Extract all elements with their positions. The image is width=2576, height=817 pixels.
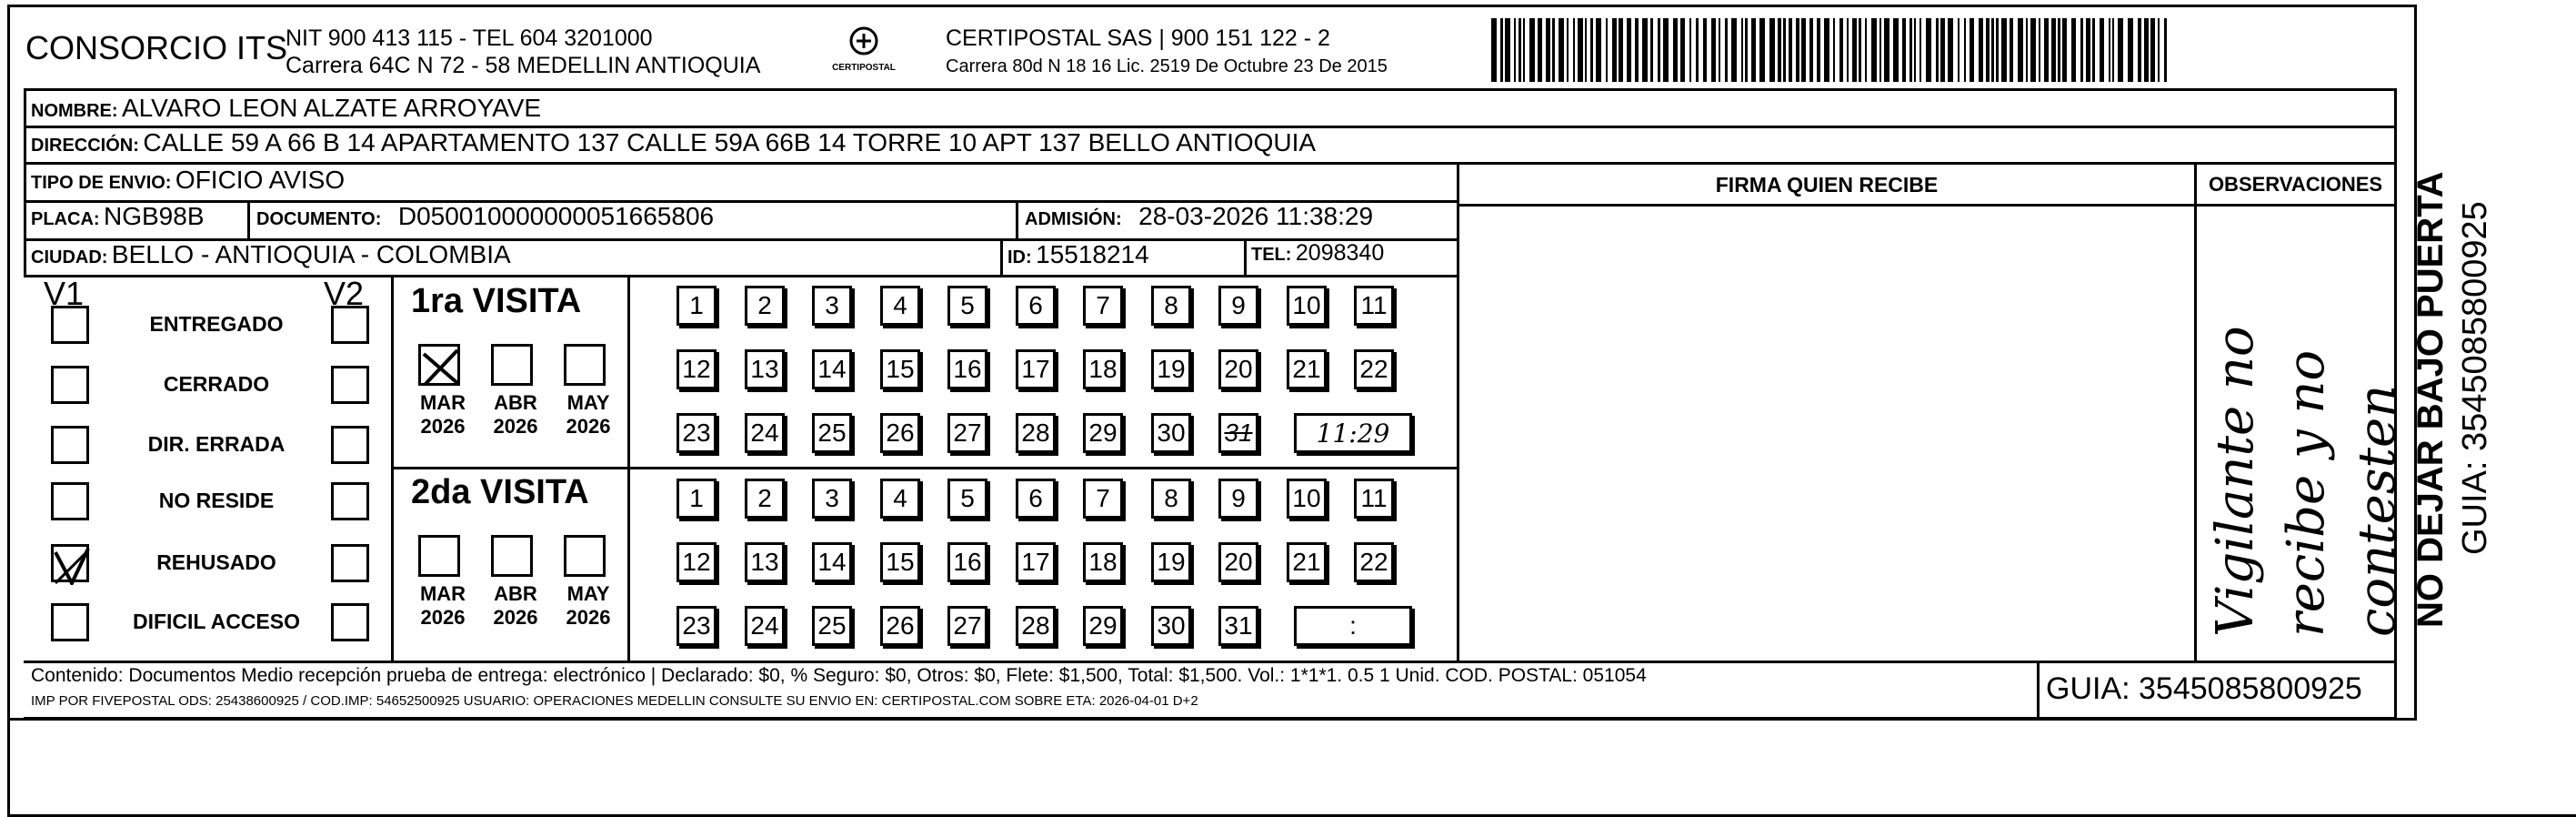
visit1-year-label: 2026 <box>566 415 611 438</box>
visit1-day-31[interactable]: 31 <box>1218 413 1258 453</box>
v2-checkbox[interactable] <box>331 544 369 582</box>
placa-cell: PLACA: NGB98B <box>31 202 205 230</box>
visit2-day-3[interactable]: 3 <box>812 479 852 519</box>
observaciones-handwritten: Vigilante no recibe y no contesten <box>2206 326 2407 637</box>
visit2-day-28[interactable]: 28 <box>1016 606 1056 646</box>
visit1-day-17[interactable]: 17 <box>1016 349 1056 389</box>
time-box[interactable]: : <box>1294 606 1412 646</box>
status-label: NO RESIDE <box>158 489 275 512</box>
footer-guia: GUIA: 3545085800925 <box>2046 671 2362 706</box>
visit2-year-label: 2026 <box>493 606 538 629</box>
v2-checkbox[interactable] <box>331 306 369 344</box>
visit1-day-5[interactable]: 5 <box>947 286 987 326</box>
side-guia: GUIA: 3545085800925 <box>2456 201 2494 555</box>
status-label: DIFICIL ACCESO <box>132 610 300 633</box>
visit2-month-label: MAR <box>419 582 466 605</box>
visit2-day-24[interactable]: 24 <box>745 606 785 646</box>
v1-checkbox[interactable] <box>51 544 89 582</box>
visit1-year-label: 2026 <box>493 415 538 438</box>
visit1-month-label: MAR <box>419 391 466 414</box>
visit2-day-17[interactable]: 17 <box>1016 542 1056 582</box>
visit2-day-14[interactable]: 14 <box>812 542 852 582</box>
visit1-day-12[interactable]: 12 <box>677 349 717 389</box>
tel-value: 2098340 <box>1295 240 1385 266</box>
visit1-month-label: ABR <box>494 391 537 414</box>
admision-value: 28-03-2026 11:38:29 <box>1138 202 1374 230</box>
visit2-day-5[interactable]: 5 <box>947 479 987 519</box>
visit2-day-30[interactable]: 30 <box>1151 606 1191 646</box>
status-label: REHUSADO <box>156 550 276 574</box>
visit1-day-27[interactable]: 27 <box>947 413 987 453</box>
visit1-day-25[interactable]: 25 <box>812 413 852 453</box>
carrier-address: Carrera 80d N 18 16 Lic. 2519 De Octubre 23 De 2015 <box>946 56 1388 76</box>
visit2-day-29[interactable]: 29 <box>1083 606 1123 646</box>
visit2-day-16[interactable]: 16 <box>947 542 987 582</box>
visit2-month-label: MAY <box>566 582 610 605</box>
side-warning: NO DEJAR BAJO PUERTA <box>2411 171 2451 628</box>
documento-cell: DOCUMENTO: D050010000000051665806 <box>256 202 715 230</box>
visit2-day-18[interactable]: 18 <box>1083 542 1123 582</box>
admision-cell: ADMISIÓN: 28-03-2026 11:38:29 <box>1025 202 1374 230</box>
direccion-row: DIRECCIÓN: CALLE 59 A 66 B 14 APARTAMENTO 137 CALLE 59A 66B 14 TORRE 10 APT 137 BELLO ANTIOQUIA <box>31 128 1317 156</box>
visit2-day-25[interactable]: 25 <box>812 606 852 646</box>
visit1-day-13[interactable]: 13 <box>745 349 785 389</box>
company-name: CONSORCIO ITS <box>25 29 288 66</box>
barcode <box>1491 18 2173 82</box>
check-mark-icon <box>54 547 92 585</box>
firma-header: FIRMA QUIEN RECIBE <box>1715 173 1939 197</box>
visit1-day-16[interactable]: 16 <box>947 349 987 389</box>
visit1-year-label: 2026 <box>420 415 466 438</box>
visit1-day-1[interactable]: 1 <box>677 286 717 326</box>
v1-checkbox[interactable] <box>51 603 89 641</box>
v1-label: V1 <box>44 275 85 312</box>
visit2-month-label: ABR <box>494 582 537 605</box>
nit-line: NIT 900 413 115 - TEL 604 3201000 <box>286 25 653 51</box>
visit2-month-checkbox-mar[interactable] <box>418 535 460 577</box>
lower-margin <box>7 721 2576 817</box>
v2-label: V2 <box>324 275 365 312</box>
visit1-day-6[interactable]: 6 <box>1016 286 1056 326</box>
v1-checkbox[interactable] <box>51 306 89 344</box>
visit2-year-label: 2026 <box>566 606 611 629</box>
company-address: Carrera 64C N 72 - 58 MEDELLIN ANTIOQUIA <box>286 53 761 78</box>
visit2-year-label: 2026 <box>420 606 466 629</box>
observaciones-header: OBSERVACIONES <box>2208 173 2383 196</box>
id-value: 15518214 <box>1036 240 1149 268</box>
visit2-day-6[interactable]: 6 <box>1016 479 1056 519</box>
v2-checkbox[interactable] <box>331 603 369 641</box>
visit1-day-3[interactable]: 3 <box>812 286 852 326</box>
v2-checkbox[interactable] <box>331 482 369 520</box>
documento-value: D050010000000051665806 <box>397 202 715 230</box>
footer-line2: IMP POR FIVEPOSTAL ODS: 25438600925 / COD.IMP: 54652500925 USUARIO: OPERACIONES MEDELLIN CONSULTE SU ENVIO EN: CERTIPOSTAL.COM SOBRE ETA: 2026-04-01 D+2 <box>31 693 1198 709</box>
visit1-day-11[interactable]: 11 <box>1354 286 1394 326</box>
visit2-day-8[interactable]: 8 <box>1151 479 1191 519</box>
visit1-day-8[interactable]: 8 <box>1151 286 1191 326</box>
status-label: CERRADO <box>163 372 270 396</box>
visit2-day-4[interactable]: 4 <box>880 479 920 519</box>
visit2-day-21[interactable]: 21 <box>1287 542 1327 582</box>
footer-line1: Contenido: Documentos Medio recepción prueba de entrega: electrónico | Declarado: $0, % Seguro: $0, Otros: $0, Flete: $1,500, Total: $1,500. Vol.: 1*1*1. 0.5 1 Unid. COD. POSTAL: 051054 <box>31 665 1647 686</box>
visit2-day-1[interactable]: 1 <box>677 479 717 519</box>
tipo-envio-value: OFICIO AVISO <box>175 166 346 194</box>
tipo-envio-row: TIPO DE ENVIO: OFICIO AVISO <box>31 166 346 194</box>
visit2-day-15[interactable]: 15 <box>880 542 920 582</box>
visit2-day-11[interactable]: 11 <box>1354 479 1394 519</box>
visit1-month-checkbox-abr[interactable] <box>491 344 533 386</box>
visit1-day-4[interactable]: 4 <box>880 286 920 326</box>
visit1-day-26[interactable]: 26 <box>880 413 920 453</box>
visit1-day-18[interactable]: 18 <box>1083 349 1123 389</box>
logo-icon <box>841 25 887 58</box>
status-label: ENTREGADO <box>149 312 284 336</box>
check-mark-icon <box>421 347 463 388</box>
v1-checkbox[interactable] <box>51 482 89 520</box>
visit2-day-12[interactable]: 12 <box>677 542 717 582</box>
direccion-value: CALLE 59 A 66 B 14 APARTAMENTO 137 CALLE 59A 66B 14 TORRE 10 APT 137 BELLO ANTIOQUIA <box>143 128 1317 156</box>
logo-text: CERTIPOSTAL <box>832 63 896 73</box>
visit2-month-checkbox-abr[interactable] <box>491 535 533 577</box>
v1-checkbox[interactable] <box>51 366 89 404</box>
ciudad-cell: CIUDAD: BELLO - ANTIOQUIA - COLOMBIA <box>31 240 511 268</box>
visit1-day-28[interactable]: 28 <box>1016 413 1056 453</box>
ciudad-value: BELLO - ANTIOQUIA - COLOMBIA <box>111 240 511 268</box>
nombre-value: ALVARO LEON ALZATE ARROYAVE <box>122 94 542 122</box>
visit1-day-10[interactable]: 10 <box>1287 286 1327 326</box>
visit1-day-24[interactable]: 24 <box>745 413 785 453</box>
id-cell: ID: 15518214 <box>1007 240 1149 268</box>
carrier-line: CERTIPOSTAL SAS | 900 151 122 - 2 <box>946 25 1330 51</box>
visit1-day-7[interactable]: 7 <box>1083 286 1123 326</box>
visit1-day-29[interactable]: 29 <box>1083 413 1123 453</box>
visit1-day-2[interactable]: 2 <box>745 286 785 326</box>
visit2-day-9[interactable]: 9 <box>1218 479 1258 519</box>
visit2-day-27[interactable]: 27 <box>947 606 987 646</box>
visit2-month-checkbox-may[interactable] <box>564 535 606 577</box>
visit2-day-23[interactable]: 23 <box>677 606 717 646</box>
visit2-day-10[interactable]: 10 <box>1287 479 1327 519</box>
visit2-title: 2da VISITA <box>411 473 589 511</box>
visit1-day-14[interactable]: 14 <box>812 349 852 389</box>
v2-checkbox[interactable] <box>331 366 369 404</box>
visit2-day-26[interactable]: 26 <box>880 606 920 646</box>
visit2-day-13[interactable]: 13 <box>745 542 785 582</box>
visit1-day-23[interactable]: 23 <box>677 413 717 453</box>
visit1-day-30[interactable]: 30 <box>1151 413 1191 453</box>
visit1-day-9[interactable]: 9 <box>1218 286 1258 326</box>
visit1-title: 1ra VISITA <box>411 282 582 320</box>
placa-value: NGB98B <box>104 202 205 230</box>
visit2-day-22[interactable]: 22 <box>1354 542 1394 582</box>
barcode-icon <box>1491 18 2173 82</box>
visit2-day-2[interactable]: 2 <box>745 479 785 519</box>
visit1-day-22[interactable]: 22 <box>1354 349 1394 389</box>
visit2-day-31[interactable]: 31 <box>1218 606 1258 646</box>
visit2-day-19[interactable]: 19 <box>1151 542 1191 582</box>
visit1-day-20[interactable]: 20 <box>1218 349 1258 389</box>
time-box[interactable]: 11:29 <box>1294 413 1412 453</box>
firma-area[interactable] <box>1459 207 2194 661</box>
visit1-month-checkbox-mar[interactable] <box>418 344 460 386</box>
visit1-month-label: MAY <box>566 391 610 414</box>
visit1-day-21[interactable]: 21 <box>1287 349 1327 389</box>
status-label: DIR. ERRADA <box>147 432 286 456</box>
v1-checkbox[interactable] <box>51 426 89 464</box>
nombre-row: NOMBRE: ALVARO LEON ALZATE ARROYAVE <box>31 94 542 122</box>
visit2-day-7[interactable]: 7 <box>1083 479 1123 519</box>
v2-checkbox[interactable] <box>331 426 369 464</box>
certipostal-logo <box>823 25 905 73</box>
visit2-day-20[interactable]: 20 <box>1218 542 1258 582</box>
visit1-month-checkbox-may[interactable] <box>564 344 606 386</box>
visit1-day-15[interactable]: 15 <box>880 349 920 389</box>
visit1-day-19[interactable]: 19 <box>1151 349 1191 389</box>
tel-cell: TEL: 2098340 <box>1251 240 1385 266</box>
